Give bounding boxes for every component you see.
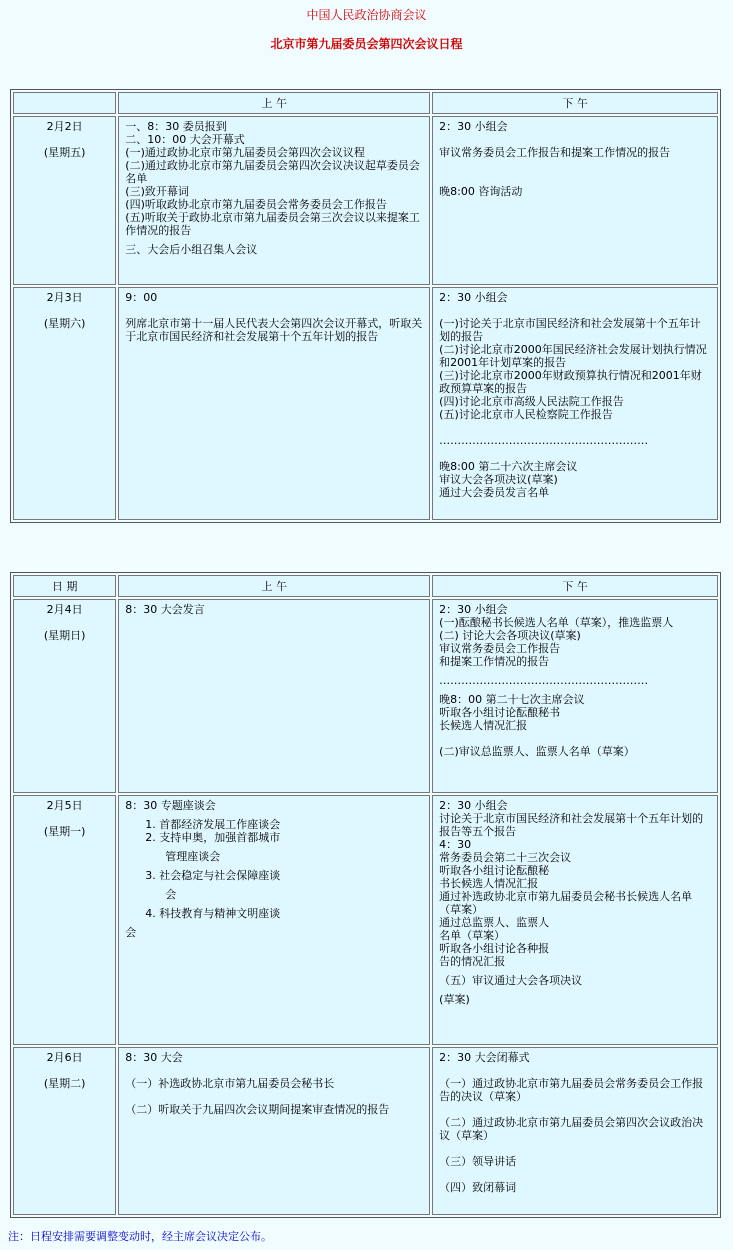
pm-item: （一）通过政协北京市第九届委员会常务委员会工作报告的决议（草案）	[439, 1077, 704, 1103]
pm-item: 听取各小组讨论各种报	[439, 942, 550, 955]
weekday-label: (星期日)	[43, 629, 86, 642]
table-row	[13, 599, 718, 793]
header-pm: 下 午	[432, 575, 718, 597]
dotted-separator: …………………………………………………	[439, 434, 649, 447]
header-date: 日 期	[13, 575, 116, 597]
weekday-label: (星期一)	[43, 825, 86, 838]
table-row	[13, 795, 718, 1045]
table-row	[13, 1047, 718, 1215]
page-title: 北京市第九届委员会第四次会议日程	[270, 37, 463, 51]
table-row	[13, 287, 718, 520]
pm-item: 听取各小组讨论酝酿秘书	[439, 706, 561, 719]
pm-item: 告的情况汇报	[439, 955, 506, 968]
pm-cell	[432, 287, 718, 520]
pm-item: （三）领导讲话	[439, 1155, 517, 1168]
pm-item: (二)讨论北京市2000年国民经济社会发展计划执行情况和2001年计划草案的报告	[439, 343, 707, 369]
table-header-row	[13, 575, 718, 597]
am-item: 8：30 大会	[125, 1051, 183, 1064]
schedule-table-2	[10, 572, 721, 1218]
header-am: 上 午	[118, 92, 430, 114]
am-item: (三)致开幕词	[125, 185, 189, 198]
pm-item: 名单（草案）	[439, 929, 506, 942]
topic-item: 3. 社会稳定与社会保障座谈	[145, 869, 281, 882]
pm-item: 和提案工作情况的报告	[439, 655, 550, 668]
am-cell	[118, 795, 430, 1045]
pm-item: 书长候选人情况汇报	[439, 877, 539, 890]
pm-item: 审议常务委员会工作报告	[439, 642, 561, 655]
header-pm: 下 午	[432, 92, 718, 114]
pm-item: (一)酝酿秘书长候选人名单（草案），推选监票人	[439, 616, 674, 629]
am-item: 一、8：30 委员报到	[125, 120, 227, 133]
am-item: 三、大会后小组召集人会议	[125, 243, 258, 256]
pm-item: （四）致闭幕词	[439, 1181, 517, 1194]
date-cell	[13, 599, 116, 793]
pm-item: (草案)	[439, 993, 470, 1006]
am-item: 9：00	[125, 291, 158, 304]
pm-item: 晚8:00 咨询活动	[439, 185, 523, 198]
pm-item: 通过补选政协北京市第九届委员会秘书长候选人名单（草案）	[439, 890, 693, 916]
topic-item: 2. 支持申奥，加强首都城市	[145, 831, 281, 844]
dotted-separator: …………………………………………………	[439, 674, 649, 687]
pm-item: 审议常务委员会工作报告和提案工作情况的报告	[439, 146, 671, 159]
topic-item: 管理座谈会	[165, 850, 221, 863]
schedule-table-1	[10, 89, 721, 523]
pm-item: (四)讨论北京市高级人民法院工作报告	[439, 395, 624, 408]
pm-item: 长候选人情况汇报	[439, 719, 528, 732]
topic-item: 4. 科技教育与精神文明座谈	[145, 907, 281, 920]
am-cell	[118, 287, 430, 520]
am-item: （二）听取关于九届四次会议期间提案审查情况的报告	[125, 1103, 390, 1116]
table-row	[13, 116, 718, 285]
header-am: 上 午	[118, 575, 430, 597]
weekday-label: (星期二)	[43, 1077, 86, 1090]
am-item: 8：30 专题座谈会	[125, 799, 216, 812]
org-name: 中国人民政治协商会议	[306, 8, 427, 22]
weekday-label: (星期六)	[43, 317, 86, 330]
am-cell	[118, 1047, 430, 1215]
pm-item: 晚8:00 第二十六次主席会议	[439, 460, 578, 473]
pm-item: 2：30 小组会	[439, 603, 508, 616]
pm-item: 4：30	[439, 838, 472, 851]
date-cell	[13, 287, 116, 520]
footer-note: 注：日程安排需要调整变动时，经主席会议决定公布。	[8, 1230, 272, 1243]
am-cell	[118, 599, 430, 793]
pm-item: 听取各小组讨论酝酿秘	[439, 864, 550, 877]
pm-item: 通过大会委员发言名单	[439, 486, 550, 499]
topic-item: 1. 首都经济发展工作座谈会	[145, 818, 281, 831]
date-label: 2月6日	[46, 1051, 83, 1064]
pm-item: (三)讨论北京市2000年财政预算执行情况和2001年财政预算草案的报告	[439, 369, 702, 395]
pm-item: （五）审议通过大会各项决议	[439, 974, 583, 987]
pm-cell	[432, 116, 718, 285]
am-item: (五)听取关于政协北京市第九届委员会第三次会议以来提案工作情况的报告	[125, 211, 420, 237]
date-label: 2月4日	[46, 603, 83, 616]
topic-item: 会	[165, 888, 177, 901]
topic-item: 会	[125, 926, 137, 939]
date-label: 2月5日	[46, 799, 83, 812]
pm-cell	[432, 599, 718, 793]
date-cell	[13, 795, 116, 1045]
table-header-row	[13, 92, 718, 114]
am-item: 二、10：00 大会开幕式	[125, 133, 245, 146]
pm-item: (二) 讨论大会各项决议(草案)	[439, 629, 581, 642]
pm-cell	[432, 795, 718, 1045]
date-label: 2月3日	[46, 291, 83, 304]
pm-cell	[432, 1047, 718, 1215]
am-item: (二)通过政协北京市第九届委员会第四次会议决议起草委员会名单	[125, 159, 420, 185]
pm-item: 2：30 小组会	[439, 120, 508, 133]
pm-item: 晚8：00 第二十七次主席会议	[439, 693, 585, 706]
am-item: 8：30 大会发言	[125, 603, 205, 616]
pm-item: 通过总监票人、监票人	[439, 916, 550, 929]
pm-item: 审议大会各项决议(草案)	[439, 473, 558, 486]
am-cell	[118, 116, 430, 285]
pm-item: （二）通过政协北京市第九届委员会第四次会议政治决议（草案）	[439, 1116, 704, 1142]
weekday-label: (星期五)	[43, 146, 86, 159]
header-date	[13, 92, 116, 114]
pm-item: 2：30 大会闭幕式	[439, 1051, 530, 1064]
am-item: （一）补选政协北京市第九届委员会秘书长	[125, 1077, 335, 1090]
am-item: 列席北京市第十一届人民代表大会第四次会议开幕式，听取关于北京市国民经济和社会发展第十个五年计划的报告	[125, 317, 423, 343]
am-item: (四)听取政协北京市第九届委员会常务委员会工作报告	[125, 198, 387, 211]
pm-item: 2：30 小组会	[439, 799, 508, 812]
pm-item: 2：30 小组会	[439, 291, 508, 304]
am-item: (一)通过政协北京市第九届委员会第四次会议议程	[125, 146, 365, 159]
pm-item: 讨论关于北京市国民经济和社会发展第十个五年计划的报告等五个报告	[439, 812, 704, 838]
date-label: 2月2日	[46, 120, 83, 133]
date-cell	[13, 116, 116, 285]
pm-item: (二)审议总监票人、监票人名单（草案）	[439, 745, 635, 758]
pm-item: 常务委员会第二十三次会议	[439, 851, 572, 864]
pm-item: (五)讨论北京市人民检察院工作报告	[439, 408, 613, 421]
date-cell	[13, 1047, 116, 1215]
pm-item: (一)讨论关于北京市国民经济和社会发展第十个五年计划的报告	[439, 317, 701, 343]
